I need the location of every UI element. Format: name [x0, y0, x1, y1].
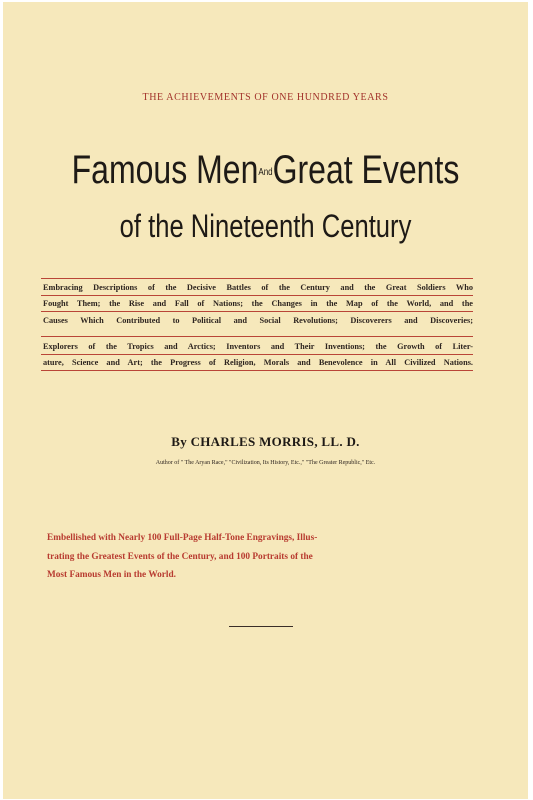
bottom-divider	[229, 626, 293, 627]
title-line-1	[56, 148, 476, 193]
embellish-line-2: trating the Greatest Events of the Century, and 100 Portraits of the	[47, 552, 313, 562]
description-line-3: Causes Which Contributed to Political and Social Revolutions; Discoverers and Discoveries;	[43, 316, 473, 325]
title-page	[3, 2, 528, 799]
description-line-1: Embracing Descriptions of the Decisive Battles of the Century and the Great Soldiers Who	[43, 283, 473, 292]
divider-1	[41, 278, 473, 279]
author-works: Author of " The Aryan Race," "Civilization, Its History, Etc.," "The Greater Republic," Etc.	[155, 460, 376, 466]
description-line-5: ature, Science and Art; the Progress of Religion, Morals and Benevolence in All Civilized Nations.	[43, 358, 473, 367]
divider-6	[41, 370, 473, 371]
divider-4	[41, 336, 473, 337]
description-line-4: Explorers of the Tropics and Arctics; Inventors and Their Inventions; the Growth of Liter-	[43, 342, 473, 351]
title-line-2: of the Nineteenth Century	[119, 208, 412, 244]
top-label: THE ACHIEVEMENTS OF ONE HUNDRED YEARS	[142, 92, 389, 103]
title-and: And	[258, 166, 273, 178]
divider-3	[41, 311, 473, 312]
author-name: By CHARLES MORRIS, LL. D.	[171, 434, 360, 449]
embellish-line-3: Most Famous Men in the World.	[47, 570, 176, 580]
description-line-2: Fought Them; the Rise and Fall of Nations; the Changes in the Map of the World, and the	[43, 299, 473, 308]
embellish-line-1: Embellished with Nearly 100 Full-Page Half-Tone Engravings, Illus-	[47, 533, 318, 543]
divider-5	[41, 354, 473, 355]
divider-2	[41, 295, 473, 296]
title-part-great-events: Great Events	[272, 148, 460, 192]
title-part-famous-men: Famous Men	[71, 148, 259, 192]
